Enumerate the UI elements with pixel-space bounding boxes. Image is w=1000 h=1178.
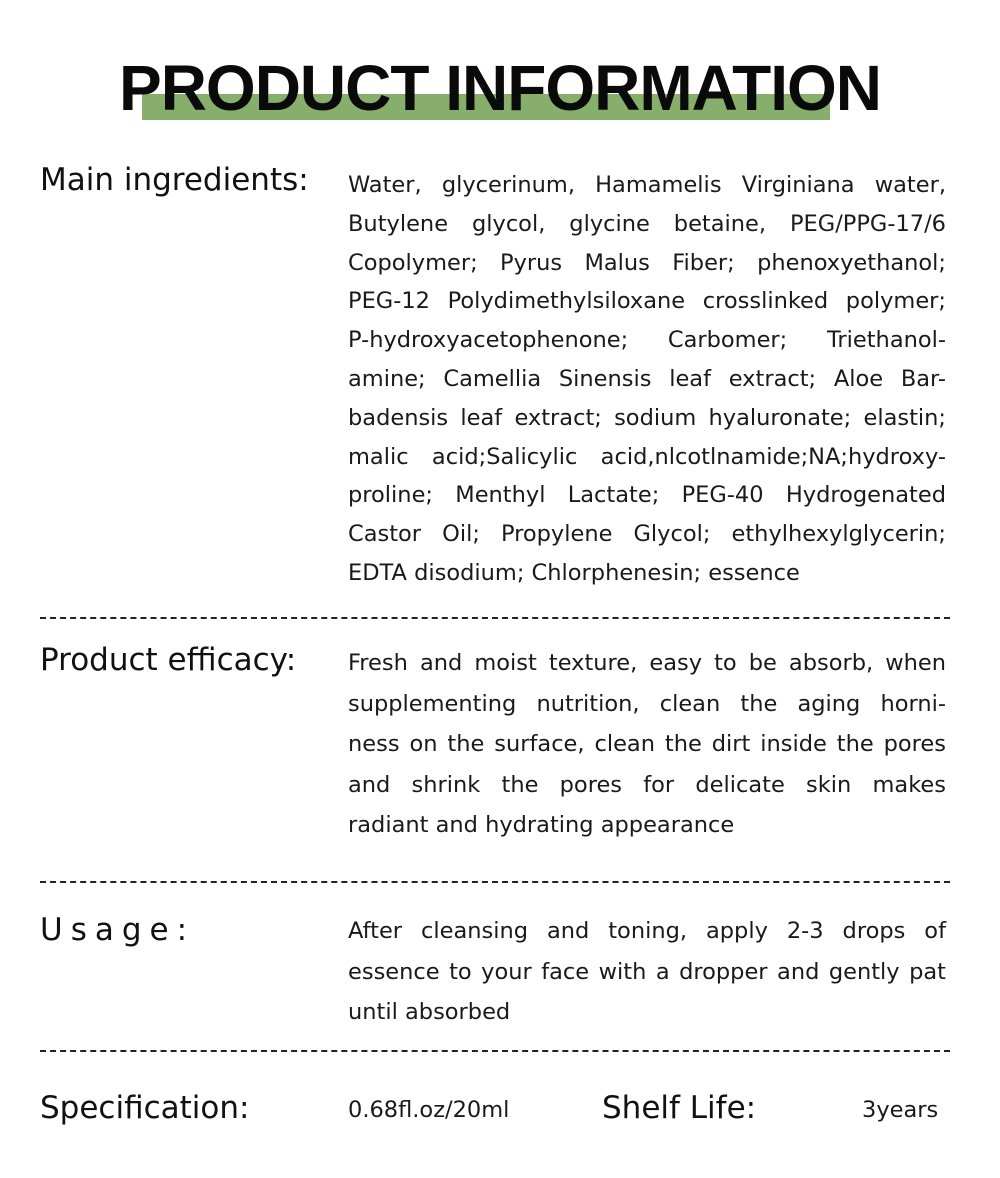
ingredients-line: amine; Camellia Sinensis leaf extract; Aloe Bar- (348, 365, 946, 392)
ingredients-line: badensis leaf extract; sodium hyaluronate; elastin; (348, 404, 946, 431)
ingredients-line: Castor Oil; Propylene Glycol; ethylhexylglycerin; (348, 521, 946, 548)
specification-value: 0.68fl.oz/20ml (348, 1097, 510, 1123)
ingredients-line: PEG-12 Polydimethylsiloxane crosslinked polymer; (348, 288, 946, 315)
ingredients-label: Main ingredients: (40, 162, 309, 198)
ingredients-line: Water, glycerinum, Hamamelis Virginiana water, (348, 172, 946, 198)
efficacy-line: ness on the surface, clean the dirt inside the pores (348, 731, 946, 757)
specification-label: Specification: (40, 1090, 250, 1126)
shelf-life-value: 3years (862, 1097, 939, 1123)
efficacy-line: Fresh and moist texture, easy to be absorb, when (348, 650, 946, 676)
section-divider (40, 1050, 950, 1052)
efficacy-label: Product efficacy: (40, 642, 297, 678)
efficacy-text (348, 643, 946, 846)
usage-label: Usage: (40, 912, 196, 948)
ingredients-text (348, 166, 946, 593)
ingredients-line: Butylene glycol, glycine betaine, PEG/PPG-17/6 (348, 210, 946, 237)
page-title: PRODUCT INFORMATION (119, 52, 881, 124)
title-block (0, 48, 1000, 128)
section-divider (40, 617, 950, 619)
ingredients-line: P-hydroxyacetophenone; Carbomer; Triethanol- (348, 327, 946, 354)
efficacy-line: radiant and hydrating appearance (348, 812, 735, 838)
section-divider (40, 881, 950, 883)
efficacy-line: supplementing nutrition, clean the aging horni- (348, 690, 946, 717)
ingredients-line: Copolymer; Pyrus Malus Fiber; phenoxyethanol; (348, 249, 946, 276)
usage-line: After cleansing and toning, apply 2-3 drops of (348, 918, 946, 944)
shelf-life-label: Shelf Life: (602, 1090, 757, 1126)
usage-line: until absorbed (348, 999, 511, 1025)
ingredients-line: EDTA disodium; Chlorphenesin; essence (348, 559, 800, 586)
ingredients-line: proline; Menthyl Lactate; PEG-40 Hydrogenated (348, 482, 946, 509)
ingredients-line: malic acid;Salicylic acid,nlcotlnamide;NA;hydroxy- (348, 443, 946, 470)
usage-line: essence to your face with a dropper and gently pat (348, 958, 946, 985)
efficacy-line: and shrink the pores for delicate skin makes (348, 771, 946, 798)
usage-text (348, 911, 946, 1033)
